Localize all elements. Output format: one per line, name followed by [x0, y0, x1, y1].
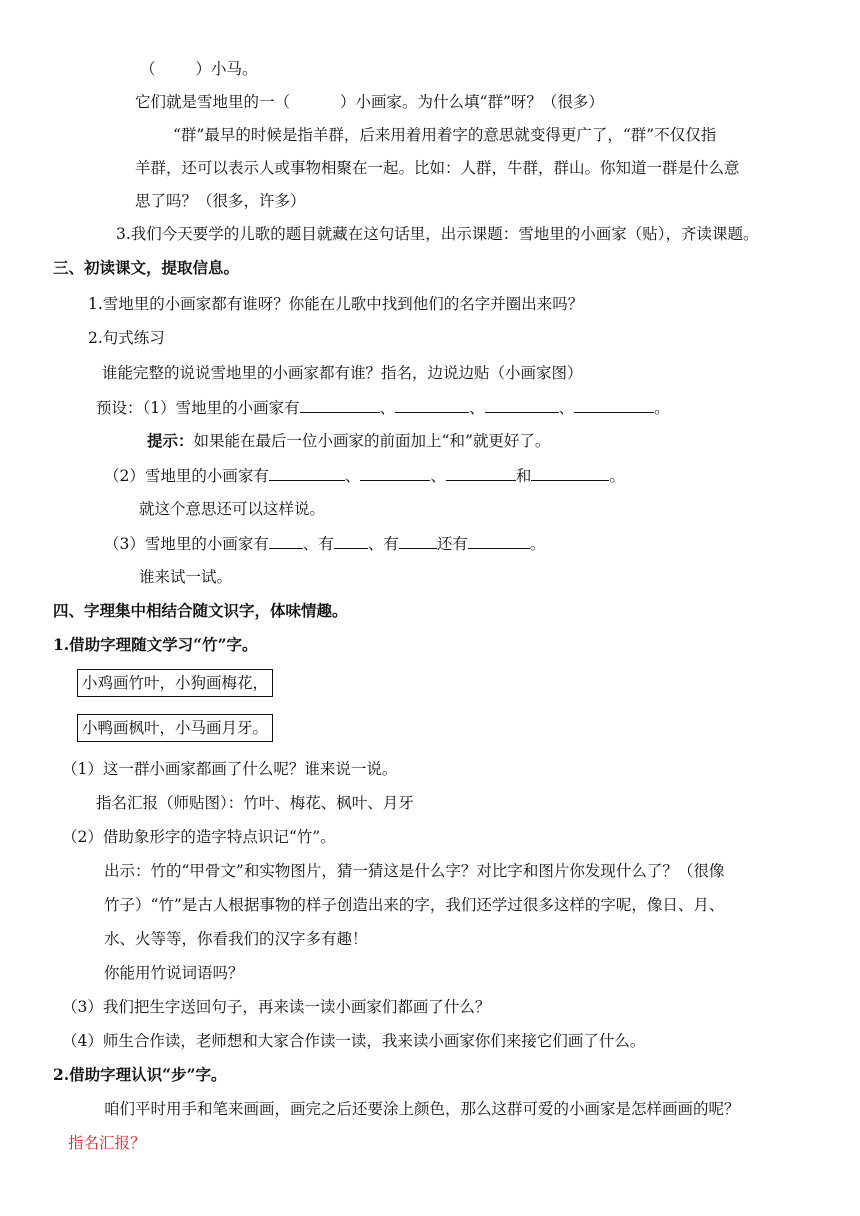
separator: 。 [654, 399, 670, 417]
text-line [140, 58, 258, 80]
separator: 、 [469, 399, 485, 417]
paragraph-line: 谁来试一试。 [139, 568, 233, 586]
boxed-verse [77, 714, 273, 742]
paragraph-line: （3）我们把生字送回句子，再来读一读小画家们都画了什么？ [62, 998, 491, 1016]
paren-close-text: ）小马。 [195, 60, 258, 78]
blank [269, 464, 345, 481]
blank [468, 532, 530, 549]
paragraph-line: 竹子）“竹”是古人根据事物的样子创造出来的字，我们还学过很多这样的字呢，像日、月、 [104, 896, 725, 914]
paragraph-line: 2.句式练习 [88, 329, 165, 347]
blank [446, 464, 516, 481]
red-prompt: 指名汇报？ [68, 1134, 146, 1152]
separator: 、 [344, 467, 361, 485]
blank [531, 464, 609, 481]
text-segment: （2）雪地里的小画家有 [104, 467, 269, 485]
paragraph-line: 咱们平时用手和笔来画画，画完之后还要涂上颜色，那么这群可爱的小画家是怎样画画的呢？ [104, 1100, 740, 1118]
paren-open: （ [140, 60, 156, 78]
paragraph-line: （4）师生合作读，老师想和大家合作读一读，我来读小画家你们来接它们画了什么。 [62, 1032, 646, 1050]
paragraph-line: 谁能完整的说说雪地里的小画家都有谁？指名，边说边贴（小画家图） [102, 364, 583, 382]
blank [399, 532, 437, 549]
paragraph-line: 思了吗？（很多，许多） [135, 192, 306, 210]
blank [395, 396, 469, 413]
separator: 、有 [367, 535, 399, 553]
verse-box: 小鸡画竹叶，小狗画梅花， [77, 669, 273, 697]
blank [360, 464, 430, 481]
fill-blank-line [104, 532, 545, 555]
separator: 还有 [436, 535, 468, 553]
separator: 、有 [302, 535, 334, 553]
paragraph-line: 3.我们今天要学的儿歌的题目就藏在这句话里，出示课题：雪地里的小画家（贴），齐读课题。 [116, 225, 759, 243]
subsection-heading: 2.借助字理认识“步”字。 [53, 1065, 227, 1084]
paragraph-line: 水、火等等，你看我们的汉字多有趣！ [104, 930, 368, 948]
paragraph-line: 指名汇报（师贴图）：竹叶、梅花、枫叶、月牙 [96, 794, 414, 812]
separator: 、 [558, 399, 575, 417]
separator: 。 [609, 467, 625, 485]
blank [485, 396, 559, 413]
hint-line [147, 430, 550, 452]
subsection-heading: 1.借助字理随文学习“竹”字。 [53, 635, 258, 654]
separator: 。 [529, 535, 546, 553]
paragraph-line: 1.雪地里的小画家都有谁呀？你能在儿歌中找到他们的名字并圈出来吗？ [88, 295, 584, 313]
paragraph-line: （1）这一群小画家都画了什么呢？谁来说一说。 [62, 760, 398, 778]
blank [574, 396, 654, 413]
text-segment: 它们就是雪地里的一（ [135, 93, 291, 111]
hint-label: 提示： [147, 431, 194, 450]
blank [334, 532, 368, 549]
paragraph-line: 就这个意思还可以这样说。 [139, 500, 326, 518]
paragraph-line: “群”最早的时候是指羊群，后来用着用着字的意思就变得更广了，“群”不仅仅指 [173, 126, 717, 144]
paragraph-line: （2）借助象形字的造字特点识记“竹”。 [62, 828, 336, 846]
paragraph-line: 羊群，还可以表示人或事物相聚在一起。比如：人群，牛群，群山。你知道一群是什么意 [135, 159, 740, 177]
blank [269, 532, 303, 549]
hint-text: 如果能在最后一位小画家的前面加上“和”就更好了。 [193, 432, 551, 450]
text-segment: （3）雪地里的小画家有 [104, 535, 269, 553]
paragraph-line: 你能用竹说词语吗？ [104, 964, 244, 982]
separator: 、 [379, 399, 396, 417]
text-segment: ）小画家。为什么填“群”呀？（很多） [340, 93, 604, 111]
verse-box: 小鸭画枫叶，小马画月牙。 [77, 714, 273, 742]
text-line [135, 91, 604, 113]
separator: 、 [430, 467, 446, 485]
section-heading-4: 四、字理集中相结合随文识字，体味情趣。 [53, 601, 348, 620]
fill-blank-line [96, 396, 670, 419]
fill-blank-line [104, 464, 625, 487]
section-heading-3: 三、初读课文，提取信息。 [53, 258, 240, 277]
blank [300, 396, 380, 413]
boxed-verse [77, 669, 273, 697]
text-segment: 预设：（1）雪地里的小画家有 [96, 399, 300, 417]
separator: 和 [515, 467, 532, 485]
paragraph-line: 出示：竹的“甲骨文”和实物图片，猜一猜这是什么字？对比字和图片你发现什么了？（很像 [104, 862, 725, 880]
